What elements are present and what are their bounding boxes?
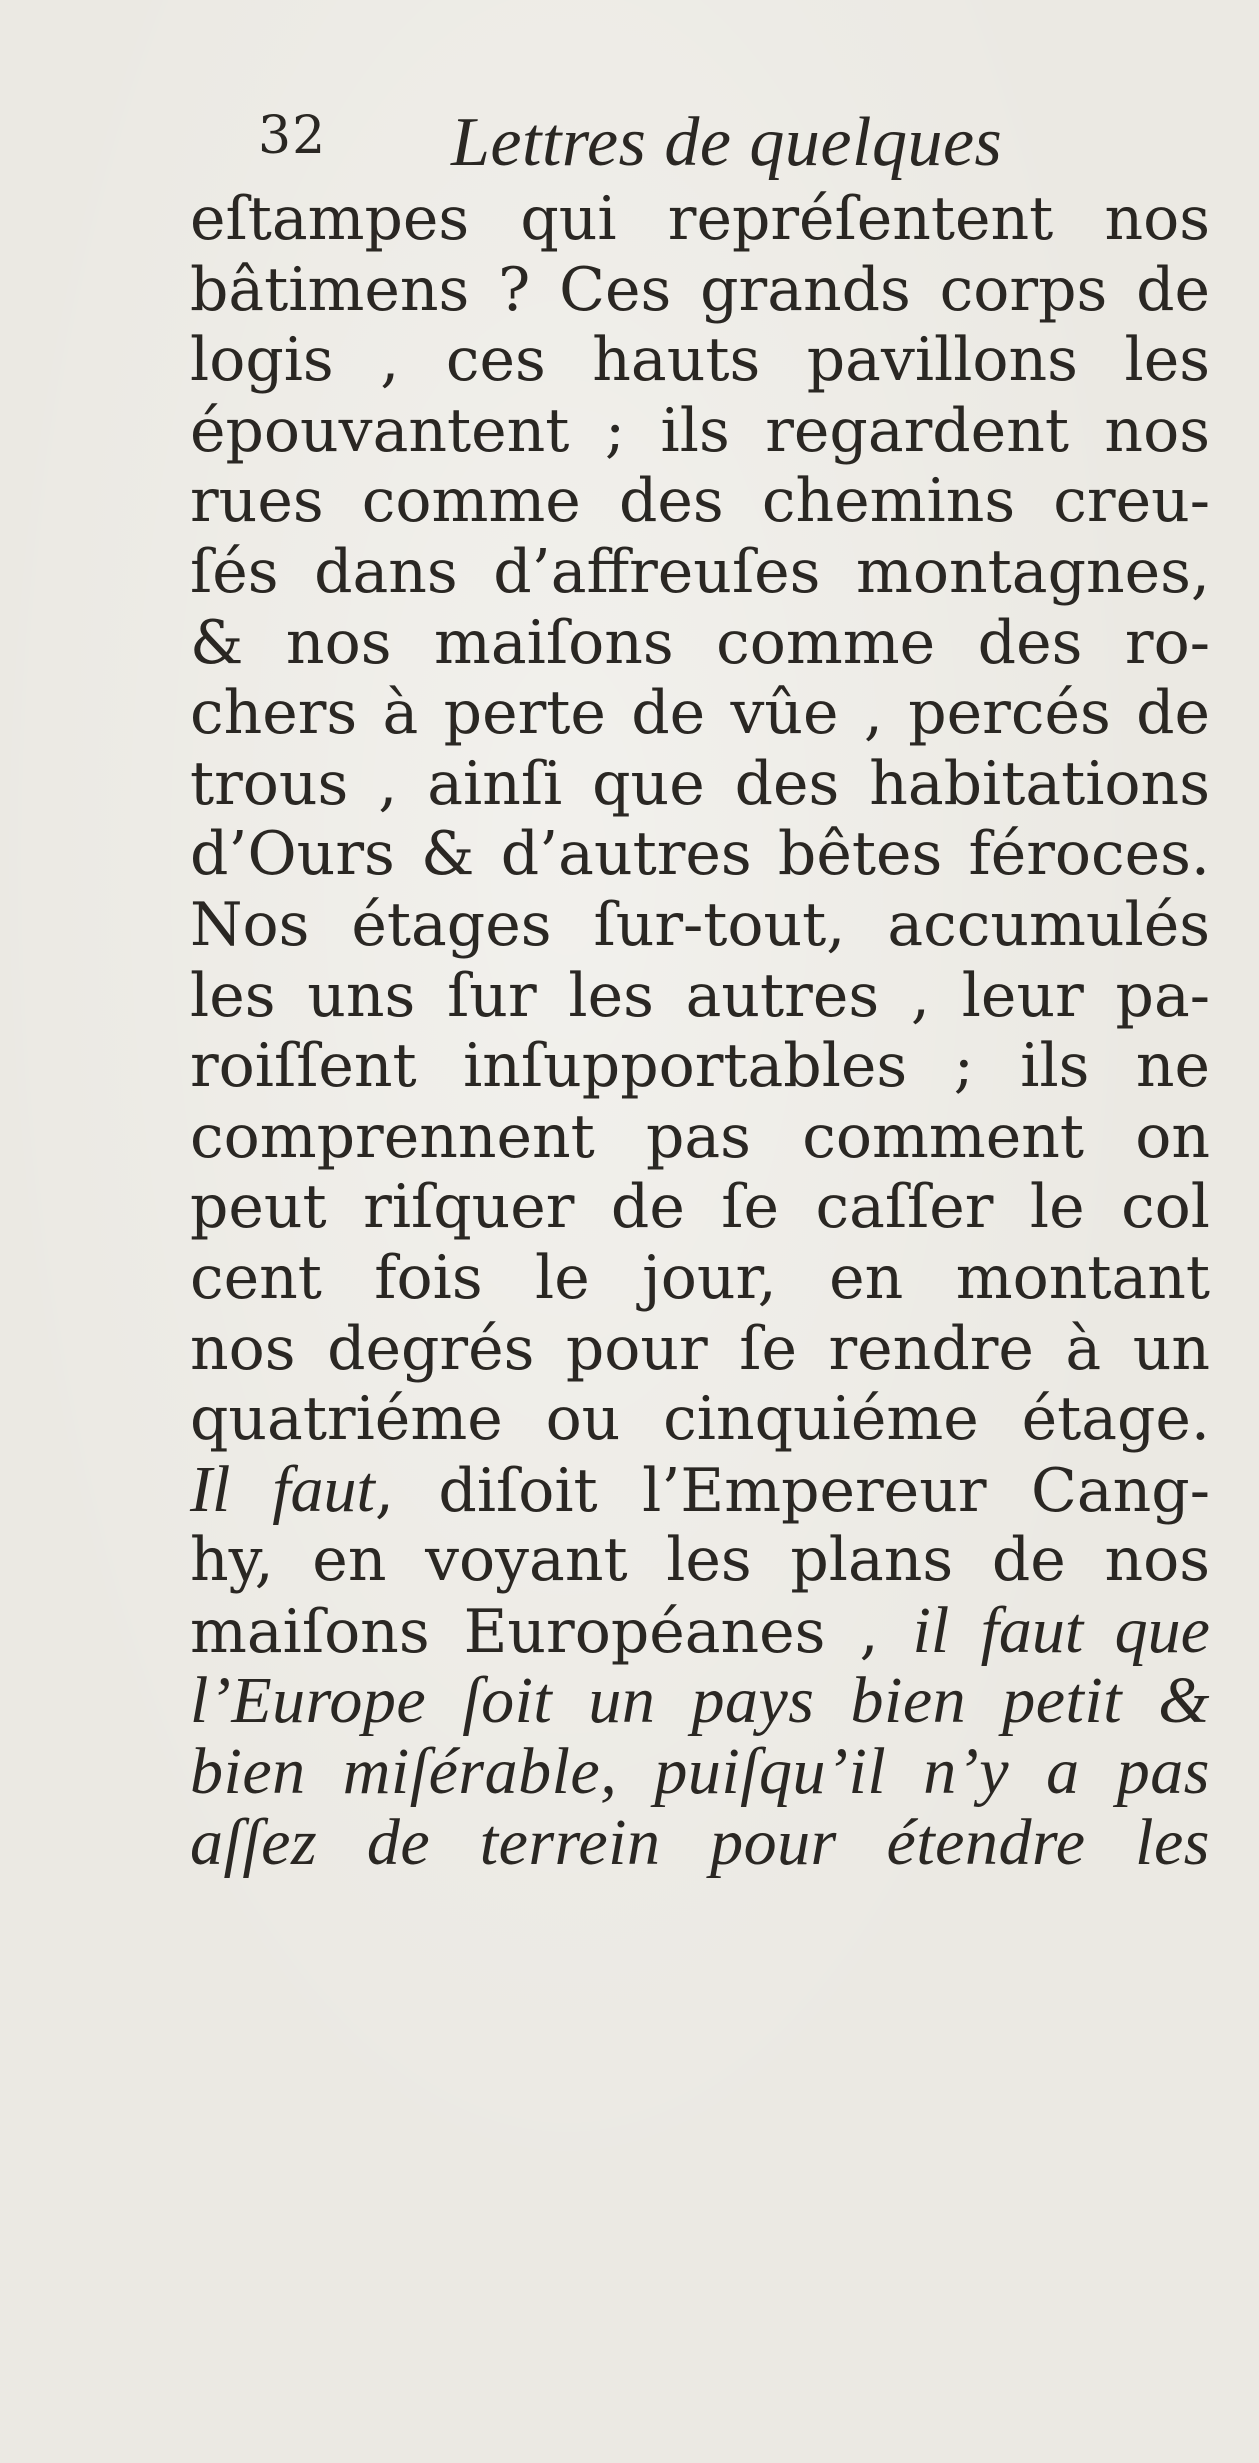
roman-phrase: , diſoit l’Empereur Cang- (374, 1455, 1210, 1526)
italic-phrase: il faut que (912, 1593, 1210, 1667)
running-title: Lettres de quelques (451, 104, 1003, 181)
text-line: épouvantent ; ils regardent nos (190, 395, 1210, 466)
body-text (190, 184, 1210, 1878)
text-line: eſtampes qui repréſentent nos (190, 184, 1210, 254)
text-line: chers à perte de vûe , percés de (190, 678, 1210, 749)
text-line: quatriéme ou cinquiéme étage. (190, 1384, 1210, 1455)
text-line-mixed (190, 1452, 1210, 1526)
text-line: d’Ours & d’autres bêtes féroces. (190, 819, 1210, 890)
text-line: ſés dans d’affreuſes montagnes, (190, 536, 1210, 607)
page-number: 32 (258, 106, 327, 166)
text-line: comprennent pas comment on (190, 1101, 1210, 1172)
text-line: bien miſérable, puiſqu’il n’y a pas (190, 1735, 1210, 1809)
text-line: les uns ſur les autres , leur pa- (190, 960, 1210, 1031)
roman-phrase: maiſons Européanes , (190, 1596, 879, 1667)
text-line: cent fois le jour, en montant (190, 1242, 1210, 1313)
text-line-mixed (190, 1593, 1210, 1667)
text-line: rues comme des chemins creu- (190, 466, 1210, 537)
text-line: logis , ces hauts pavillons les (190, 325, 1210, 396)
text-line: hy, en voyant les plans de nos (190, 1525, 1210, 1596)
text-line: nos degrés pour ſe rendre à un (190, 1313, 1210, 1384)
text-line: Nos étages ſur-tout, accumulés (190, 889, 1210, 960)
italic-phrase: Il faut (190, 1452, 375, 1526)
text-line: peut riſquer de ſe caſſer le col (190, 1172, 1210, 1243)
text-line: aſſez de terrein pour étendre les (190, 1805, 1210, 1879)
text-line: l’Europe ſoit un pays bien petit & (190, 1664, 1210, 1738)
text-line: roiſſent inſupportables ; ils ne (190, 1031, 1210, 1102)
text-line: & nos maiſons comme des ro- (190, 607, 1210, 678)
text-line: trous , ainſi que des habitations (190, 748, 1210, 819)
running-head (258, 104, 1118, 188)
text-line: bâtimens ? Ces grands corps de (190, 254, 1210, 325)
